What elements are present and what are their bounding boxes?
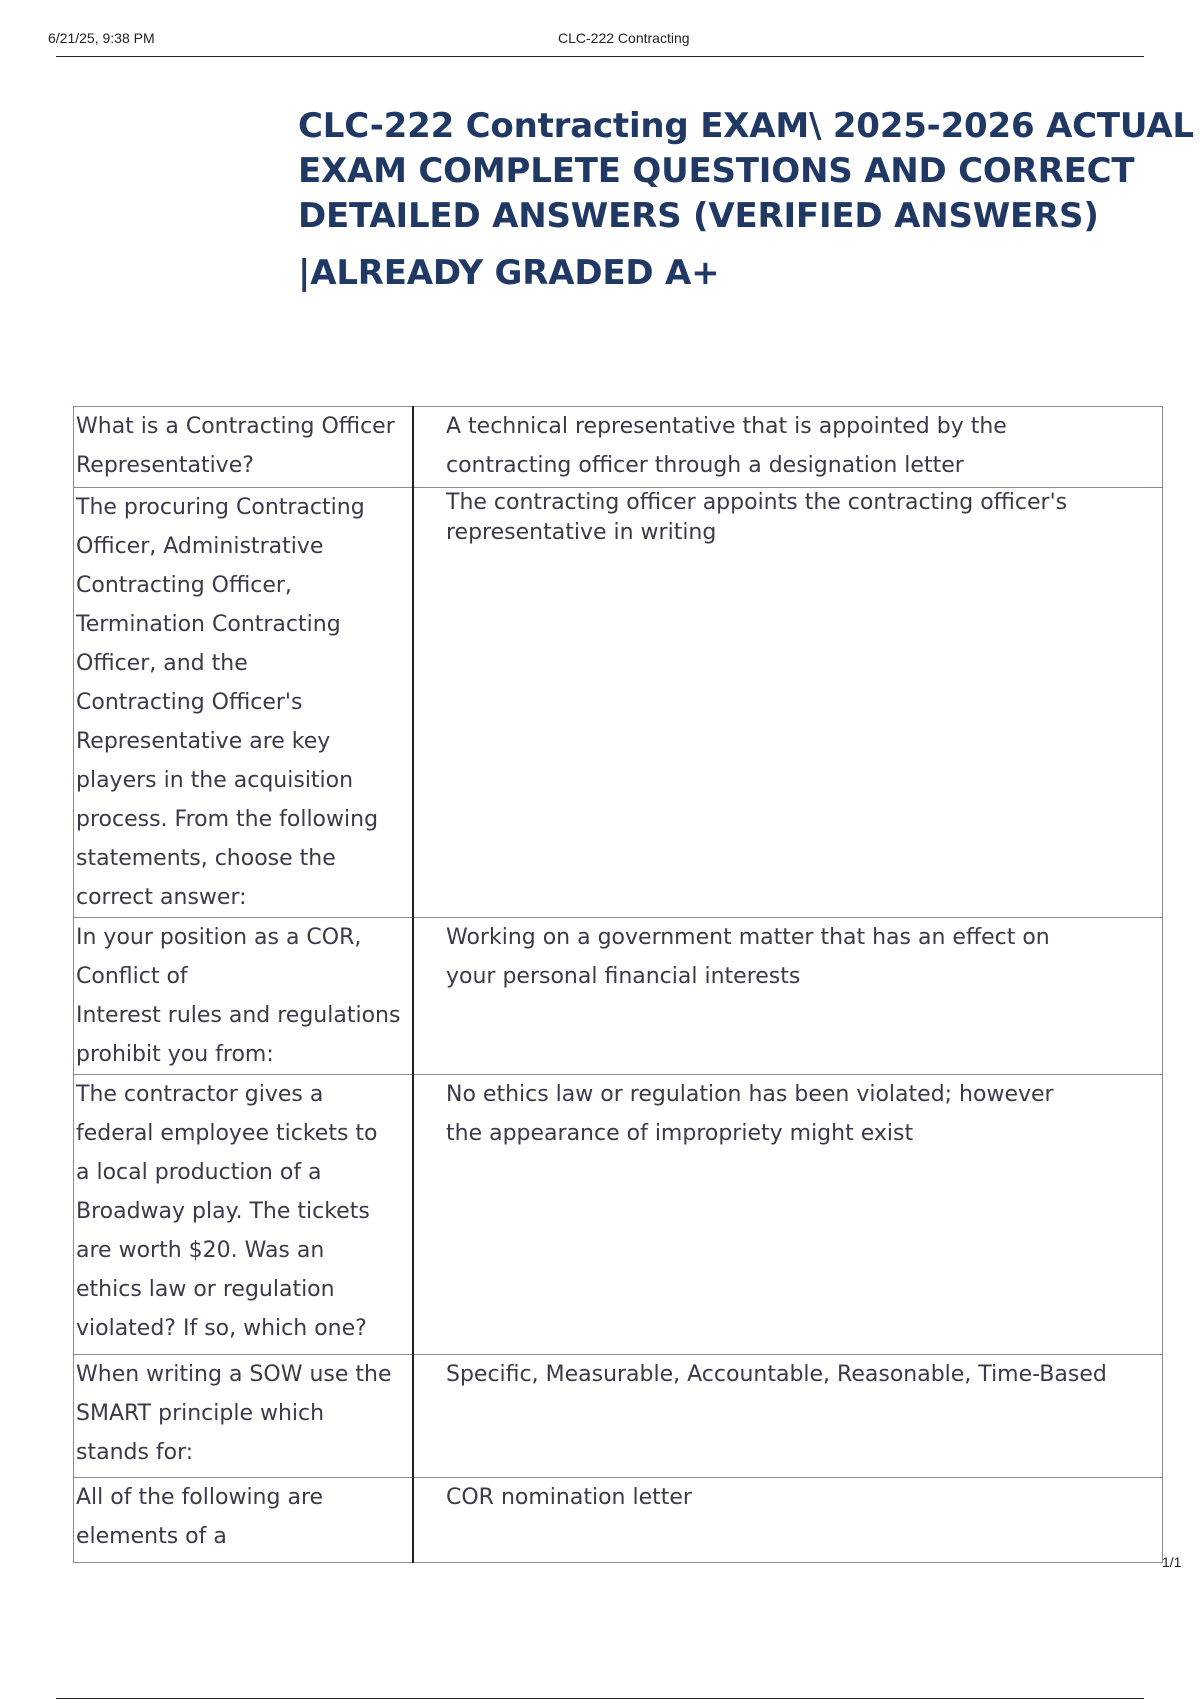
title-line: EXAM COMPLETE QUESTIONS AND CORRECT xyxy=(298,151,1135,191)
table-row xyxy=(74,1478,1163,1563)
question-text: The procuring Contracting Officer, Administrative Contracting Officer, Termination Contracting Officer, and the Contracting Officer's Representative are key players in the acquisition process. From the following statements, choose the correct answer: xyxy=(76,495,379,910)
question-cell xyxy=(74,1478,414,1563)
answer-cell xyxy=(413,1478,1163,1563)
question-text: When writing a SOW use the SMART principle which stands for: xyxy=(76,1362,392,1465)
title-line-grade: |ALREADY GRADED A+ xyxy=(298,253,720,293)
answer-text: The contracting officer appoints the contracting officer's representative in writing xyxy=(446,490,1068,545)
question-cell xyxy=(74,918,414,1075)
qa-table xyxy=(73,406,1163,1563)
answer-cell xyxy=(413,407,1163,488)
answer-text: No ethics law or regulation has been violated; however the appearance of impropriety might exist xyxy=(446,1082,1054,1146)
answer-text: COR nomination letter xyxy=(446,1485,692,1510)
answer-cell xyxy=(413,1075,1163,1355)
answer-text: Working on a government matter that has an effect on your personal financial interests xyxy=(446,925,1050,989)
table-row xyxy=(74,918,1163,1075)
title-line: CLC-222 Contracting EXAM\ 2025-2026 ACTUAL xyxy=(298,106,1194,146)
table-row xyxy=(74,488,1163,918)
question-text: The contractor gives a federal employee tickets to a local production of a Broadway play. The tickets are worth $20. Was an ethics law or regulation violated? If so, which one? xyxy=(76,1082,378,1341)
answer-text: A technical representative that is appointed by the contracting officer through a designation letter xyxy=(446,414,1007,478)
answer-text: Specific, Measurable, Accountable, Reasonable, Time-Based xyxy=(446,1362,1107,1387)
answer-cell xyxy=(413,488,1163,918)
print-page-title: CLC-222 Contracting xyxy=(558,30,690,46)
print-datetime: 6/21/25, 9:38 PM xyxy=(48,30,155,46)
header-divider xyxy=(56,56,1144,57)
question-cell xyxy=(74,1355,414,1478)
question-text: In your position as a COR, Conflict of Interest rules and regulations prohibit you from: xyxy=(76,925,401,1067)
answer-cell xyxy=(413,1355,1163,1478)
table-row xyxy=(74,407,1163,488)
question-cell xyxy=(74,488,414,918)
page-number: 1/1 xyxy=(1162,1554,1182,1570)
title-line: DETAILED ANSWERS (VERIFIED ANSWERS) xyxy=(298,196,1099,236)
answer-cell xyxy=(413,918,1163,1075)
document-title xyxy=(298,104,1194,296)
question-cell xyxy=(74,407,414,488)
question-cell xyxy=(74,1075,414,1355)
table-row xyxy=(74,1355,1163,1478)
question-text: All of the following are elements of a xyxy=(76,1485,324,1549)
question-text: What is a Contracting Officer Representative? xyxy=(76,414,395,478)
footer-divider xyxy=(56,1698,1144,1699)
table-row xyxy=(74,1075,1163,1355)
